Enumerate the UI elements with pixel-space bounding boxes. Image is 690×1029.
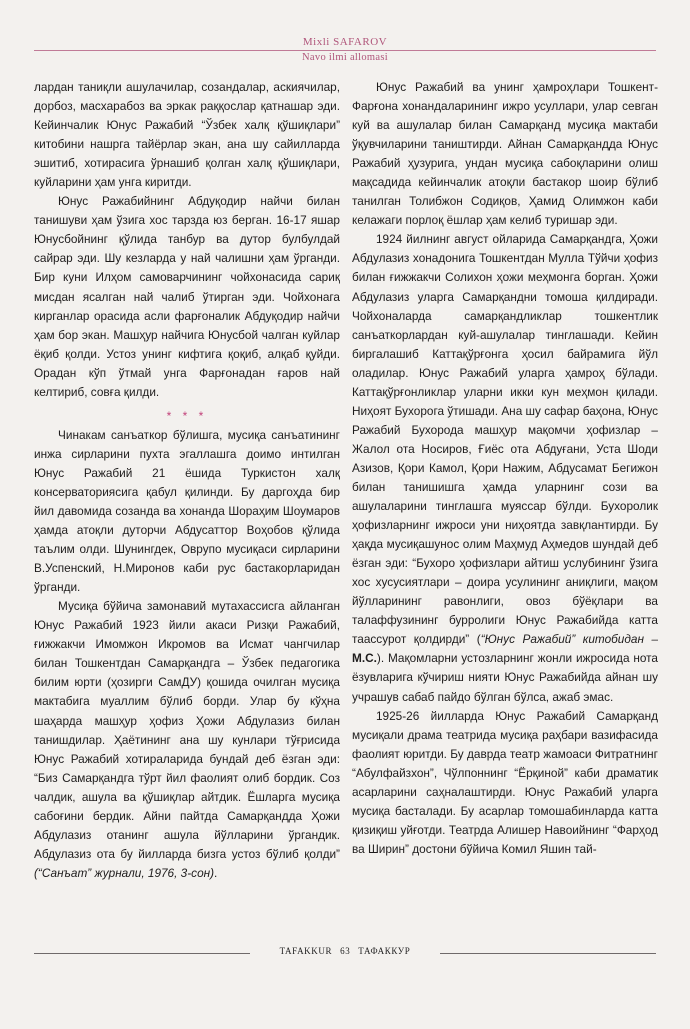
paragraph bbox=[34, 597, 340, 883]
footer-text bbox=[254, 946, 436, 956]
footer-magazine-cyrillic: ТАФАККУР bbox=[358, 946, 411, 956]
footer-rule-right bbox=[440, 953, 656, 954]
paragraph-end: . bbox=[214, 865, 218, 880]
paragraph bbox=[352, 230, 658, 706]
running-header-author: Mixli SAFAROV bbox=[302, 36, 388, 48]
paragraph-text: Мусиқа бўйича замонавий мутахассисга айланган Юнус Ражабий 1923 йили акаси Ризқи Ражабий, ғижжакчи Имомжон Икромов ва Исмат чангчилар билан Тошкентдан Самарқандга – Ўзбек педагогика билим юрти (ҳозирги СамДУ) қошида очилган мусиқа мактабига муаллим бўлиб борди. Улар бу кўҳна шаҳарда машҳур ҳофиз Ҳожи Абдулазиз билан танишдилар. Ҳаётининг ана шу кунлари тўғрисида Юнус Ражабий хотираларида бундай деб ёзган эди: “Биз Самарқандга тўрт йил фаолият олиб бордик. Соз чалдик, ашула ва қўшиқлар айтдик. Ёшларга мусиқа сабоғини бердик. Айни пайтда Самарқандда Ҳожи Абдулазиз отанинг ашула йўлларини ўргандик. Абдулазиз ота бу йилларда бизга устоз бўлиб қолди” bbox=[34, 599, 340, 861]
citation: “Юнус Ражабий” китобидан – bbox=[480, 632, 658, 647]
right-text-column bbox=[352, 78, 658, 938]
section-separator: * * * bbox=[166, 408, 208, 423]
paragraph-text-continued: ). Мақомларни устозларнинг жонли ижросида нота ёзувларига кўчириш нияти Юнус Ражабийда айнан шу учрашув сабаб пайдо бўлган бўлса, ажаб эмас. bbox=[352, 651, 658, 704]
paragraph: 1925-26 йилларда Юнус Ражабий Самарқанд мусиқали драма театрида мусиқа раҳбари вазифасида фаолият юритди. Бу даврда театр жамоаси Фитратнинг “Абулфайзхон”, Чўлпоннинг “Ёрқиной” каби драматик асарларини саҳналаштирди. Юнус Ражабий уларга мусиқа басталади. Бу асарлар томошабинларда катта қизиқиш уйғотди. Театрда Алишер Навоийнинг “Фарҳод ва Ширин” достони бўйича Комил Яшин тай- bbox=[352, 708, 658, 856]
header-divider bbox=[34, 50, 656, 51]
paragraph-text: 1924 йилнинг август ойларида Самарқандга, Ҳожи Абдулазиз хонадонига Тошкентдан Мулла Тўйчи ҳофиз билан ғижжакчи Солихон ҳожи меҳмонга борган. Ҳожи Абдулазиз уларга Самарқандни томоша қилдиради. Чойхоналарда самарқандликлар тошкентлик санъаткорлардан куй-ашулалар тинглашади. Кейин биргалашиб Каттақўрғонга ҳосил байрамига йўл оладилар. Юнус Ражабий уларга ҳамроҳ бўлади. Каттақўрғонликлар уларни икки кун меҳмон қилади. Ниҳоят Бухорога ўтишади. Ана шу сафар баҳона, Юнус Ражабий Бухорода машҳур мақомчи ҳофизлар – Жалол ота Носиров, Ғиёс ота Абдуғани, Уста Шоди Азизов, Қори Камол, Қори Нажим, Абдусамат Бегижон билан танишишга ҳамда уларнинг сози ва ашулаларини тинглашга муяссар бўлди. Бухоролик ҳофизларнинг ижроси уни ниҳоятда завқлантирди. Бу ҳақда мусиқашунос олим Маҳмуд Аҳмедов шундай деб ёзган эди: “Бухоро ҳофизлари айтиш услубининг ўзига хос хусусиятлари – доира усулининг аниқлиги, мақом йўлларининг равонлиги, овоз бўёқлари ва талаффузининг бурролиги Юнус Ражабийда катта таассурот қолдирди” ( bbox=[352, 232, 658, 647]
footer-rule-left bbox=[34, 953, 250, 954]
paragraph: Юнус Ражабий ва унинг ҳамроҳлари Тошкент-Фарғона хонандаларининг ижро усуллари, улар севган куй ва ашулалар билан Самарқанд мусиқа мактаби ўқувчиларини таништирди. Айнан Самарқандда Юнус Ражабий ҳузурига, ундан мусиқа сабоқларини олиш мақсадида кейинчалик атоқли бастакор шоир бўлиб танилган Толибжон Содиқов, Ҳамид Олимжон каби келажаги порлоқ ёшлар ҳам келиб туришар эди. bbox=[352, 80, 658, 228]
paragraph: Чинакам санъаткор бўлишга, мусиқа санъатининг инжа сирларини пухта эгаллашга доимо интилган Юнус Ражабий 21 ёшида Туркистон халқ консерваториясига қабул қилинди. Бу даргоҳда бир йил давомида созанда ва хонанда Шораҳим Шоумаров ҳамда атоқли дуторчи Абдусаттор Воҳобов қўлида таълим олди. Шунингдек, Оврупо мусиқаси сирларини В.Успенский, Н.Миронов каби рус бастакорларидан ўрганди. bbox=[34, 427, 340, 595]
page-number: 63 bbox=[340, 946, 351, 956]
running-header-subtitle: Navo ilmi allomasi bbox=[302, 52, 388, 63]
page-footer bbox=[34, 944, 656, 964]
left-text-column bbox=[34, 78, 340, 938]
citation: (“Санъат” журнали, 1976, 3-сон) bbox=[34, 865, 215, 880]
paragraph: Юнус Ражабийнинг Абдуқодир найчи билан танишуви ҳам ўзига хос тарзда юз берган. 16-17 яшар Юнусбойнинг қўлида танбур ва дутор булбулдай сайрар эди. Шу кезларда у най чалишни ҳам ўрганди. Бир куни Илҳом самоварчининг чойхонасида сариқ мисдан ясалган най чалиб ўтирган эди. Чойхонага кирганлар орасида асли фарғоналик Абдуқодир найчи ҳам бор экан. Машҳур найчига Юнусбой чалган куйлар ёқиб қолди. Устоз унинг кифтига қоқиб, алқаб қуйди. Орадан кўп ўтмай унга Фарғонадан ғаров най келтириб, совға қилди. bbox=[34, 194, 340, 399]
paragraph: лардан таниқли ашулачилар, созандалар, аскиячилар, дорбоз, масхарабоз ва эркак раққослар қатнашар эди. Кейинчалик Юнус Ражабий “Ўзбек халқ қўшиқлари” китобини нашрга тайёрлар экан, ана шу сайилларда эшитиб, хотирасига ўрнашиб қолган халқ қўшиқлари, куйларини ҳам унга киритди. bbox=[34, 80, 340, 190]
author-note: М.С. bbox=[352, 651, 377, 666]
footer-magazine-latin: TAFAKKUR bbox=[279, 946, 333, 956]
